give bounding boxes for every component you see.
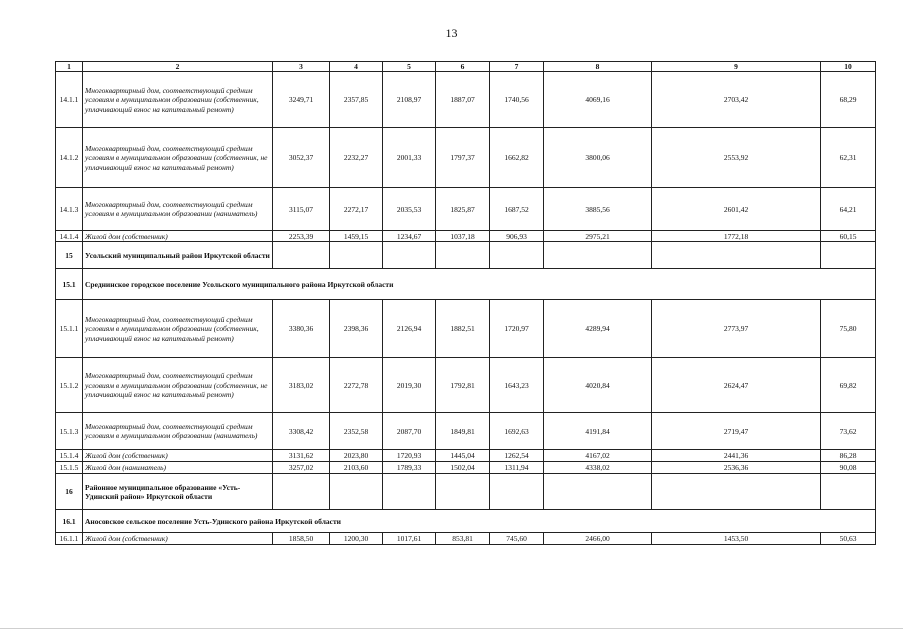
row-description: Многоквартирный дом, соответствующий средним условиям в муниципальном образовании (собственник, уплачивающий взнос на капитальный ремонт) bbox=[83, 72, 273, 128]
value-cell: 2441,36 bbox=[652, 450, 821, 462]
row-code: 14.1.2 bbox=[56, 128, 83, 188]
value-cell: 60,15 bbox=[821, 231, 876, 242]
value-cell: 4289,94 bbox=[544, 300, 652, 358]
row-code: 15.1.4 bbox=[56, 450, 83, 462]
value-cell: 2703,42 bbox=[652, 72, 821, 128]
column-header: 3 bbox=[273, 62, 330, 72]
row-description: Среднинское городское поселение Усольского муниципального района Иркутской области bbox=[83, 269, 876, 300]
value-cell: 2719,47 bbox=[652, 413, 821, 450]
value-cell: 64,21 bbox=[821, 188, 876, 231]
value-cell: 2398,36 bbox=[330, 300, 383, 358]
value-cell: 1797,37 bbox=[436, 128, 490, 188]
value-cell: 1200,30 bbox=[330, 533, 383, 545]
table-row bbox=[56, 413, 876, 450]
table-row bbox=[56, 358, 876, 413]
value-cell: 3257,02 bbox=[273, 462, 330, 474]
empty-cell bbox=[652, 242, 821, 269]
row-description: Жилой дом (собственник) bbox=[83, 533, 273, 545]
value-cell: 2466,00 bbox=[544, 533, 652, 545]
row-code: 16.1 bbox=[56, 510, 83, 533]
empty-cell bbox=[330, 242, 383, 269]
empty-cell bbox=[652, 474, 821, 510]
empty-cell bbox=[821, 474, 876, 510]
empty-cell bbox=[273, 242, 330, 269]
column-header: 8 bbox=[544, 62, 652, 72]
value-cell: 2232,27 bbox=[330, 128, 383, 188]
value-cell: 90,08 bbox=[821, 462, 876, 474]
row-code: 14.1.4 bbox=[56, 231, 83, 242]
value-cell: 1887,07 bbox=[436, 72, 490, 128]
value-cell: 86,28 bbox=[821, 450, 876, 462]
value-cell: 73,62 bbox=[821, 413, 876, 450]
value-cell: 1882,51 bbox=[436, 300, 490, 358]
row-code: 15 bbox=[56, 242, 83, 269]
row-code: 15.1.3 bbox=[56, 413, 83, 450]
tariff-table-sheet bbox=[55, 61, 857, 545]
empty-cell bbox=[383, 474, 436, 510]
table-row bbox=[56, 533, 876, 545]
value-cell: 2553,92 bbox=[652, 128, 821, 188]
row-code: 14.1.1 bbox=[56, 72, 83, 128]
empty-cell bbox=[490, 242, 544, 269]
value-cell: 3183,02 bbox=[273, 358, 330, 413]
table-row bbox=[56, 300, 876, 358]
value-cell: 4191,84 bbox=[544, 413, 652, 450]
row-description: Многоквартирный дом, соответствующий средним условиям в муниципальном образовании (собственник, уплачивающий взнос на капитальный ремонт) bbox=[83, 300, 273, 358]
value-cell: 906,93 bbox=[490, 231, 544, 242]
value-cell: 3249,71 bbox=[273, 72, 330, 128]
column-header: 10 bbox=[821, 62, 876, 72]
value-cell: 2773,97 bbox=[652, 300, 821, 358]
value-cell: 1692,63 bbox=[490, 413, 544, 450]
value-cell: 3308,42 bbox=[273, 413, 330, 450]
section-row bbox=[56, 510, 876, 533]
row-code: 15.1 bbox=[56, 269, 83, 300]
value-cell: 2019,30 bbox=[383, 358, 436, 413]
value-cell: 1502,04 bbox=[436, 462, 490, 474]
value-cell: 2103,60 bbox=[330, 462, 383, 474]
value-cell: 1643,23 bbox=[490, 358, 544, 413]
value-cell: 1311,94 bbox=[490, 462, 544, 474]
value-cell: 1825,87 bbox=[436, 188, 490, 231]
value-cell: 3380,36 bbox=[273, 300, 330, 358]
value-cell: 1017,61 bbox=[383, 533, 436, 545]
value-cell: 3800,06 bbox=[544, 128, 652, 188]
value-cell: 3052,37 bbox=[273, 128, 330, 188]
row-description: Усольский муниципальный район Иркутской области bbox=[83, 242, 273, 269]
empty-cell bbox=[436, 242, 490, 269]
row-description: Районное муниципальное образование «Усть-Удинский район» Иркутской области bbox=[83, 474, 273, 510]
row-code: 15.1.1 bbox=[56, 300, 83, 358]
column-header: 1 bbox=[56, 62, 83, 72]
value-cell: 1772,18 bbox=[652, 231, 821, 242]
row-code: 15.1.2 bbox=[56, 358, 83, 413]
value-cell: 2601,42 bbox=[652, 188, 821, 231]
value-cell: 3131,62 bbox=[273, 450, 330, 462]
table-row bbox=[56, 188, 876, 231]
value-cell: 1234,67 bbox=[383, 231, 436, 242]
row-code: 16 bbox=[56, 474, 83, 510]
value-cell: 69,82 bbox=[821, 358, 876, 413]
column-header: 6 bbox=[436, 62, 490, 72]
value-cell: 2087,70 bbox=[383, 413, 436, 450]
value-cell: 1687,52 bbox=[490, 188, 544, 231]
empty-cell bbox=[383, 242, 436, 269]
row-description: Жилой дом (собственник) bbox=[83, 231, 273, 242]
value-cell: 853,81 bbox=[436, 533, 490, 545]
value-cell: 1459,15 bbox=[330, 231, 383, 242]
value-cell: 68,29 bbox=[821, 72, 876, 128]
table-row bbox=[56, 462, 876, 474]
table-row bbox=[56, 231, 876, 242]
empty-cell bbox=[436, 474, 490, 510]
tariff-table bbox=[55, 61, 876, 545]
value-cell: 2035,53 bbox=[383, 188, 436, 231]
value-cell: 3115,07 bbox=[273, 188, 330, 231]
value-cell: 2352,58 bbox=[330, 413, 383, 450]
row-code: 14.1.3 bbox=[56, 188, 83, 231]
value-cell: 50,63 bbox=[821, 533, 876, 545]
empty-cell bbox=[544, 474, 652, 510]
column-header: 7 bbox=[490, 62, 544, 72]
column-header: 4 bbox=[330, 62, 383, 72]
value-cell: 2357,85 bbox=[330, 72, 383, 128]
scan-edge-line bbox=[0, 628, 903, 629]
value-cell: 1792,81 bbox=[436, 358, 490, 413]
row-description: Многоквартирный дом, соответствующий средним условиям в муниципальном образовании (наниматель) bbox=[83, 188, 273, 231]
table-body bbox=[56, 72, 876, 545]
value-cell: 2975,21 bbox=[544, 231, 652, 242]
value-cell: 1037,18 bbox=[436, 231, 490, 242]
value-cell: 745,60 bbox=[490, 533, 544, 545]
column-header: 9 bbox=[652, 62, 821, 72]
value-cell: 1445,04 bbox=[436, 450, 490, 462]
row-description: Аносовское сельское поселение Усть-Удинского района Иркутской области bbox=[83, 510, 876, 533]
value-cell: 2023,80 bbox=[330, 450, 383, 462]
value-cell: 2001,33 bbox=[383, 128, 436, 188]
value-cell: 4167,02 bbox=[544, 450, 652, 462]
value-cell: 2624,47 bbox=[652, 358, 821, 413]
value-cell: 62,31 bbox=[821, 128, 876, 188]
empty-cell bbox=[330, 474, 383, 510]
column-number-row bbox=[56, 62, 876, 72]
value-cell: 1453,50 bbox=[652, 533, 821, 545]
value-cell: 2253,39 bbox=[273, 231, 330, 242]
value-cell: 1720,93 bbox=[383, 450, 436, 462]
column-header: 5 bbox=[383, 62, 436, 72]
value-cell: 1740,56 bbox=[490, 72, 544, 128]
table-row bbox=[56, 128, 876, 188]
row-description: Жилой дом (собственник) bbox=[83, 450, 273, 462]
value-cell: 4338,02 bbox=[544, 462, 652, 474]
value-cell: 1662,82 bbox=[490, 128, 544, 188]
section-row bbox=[56, 474, 876, 510]
row-code: 16.1.1 bbox=[56, 533, 83, 545]
value-cell: 3885,56 bbox=[544, 188, 652, 231]
value-cell: 4020,84 bbox=[544, 358, 652, 413]
section-row bbox=[56, 242, 876, 269]
row-description: Жилой дом (наниматель) bbox=[83, 462, 273, 474]
value-cell: 1789,33 bbox=[383, 462, 436, 474]
empty-cell bbox=[821, 242, 876, 269]
section-row bbox=[56, 269, 876, 300]
empty-cell bbox=[273, 474, 330, 510]
value-cell: 4069,16 bbox=[544, 72, 652, 128]
row-description: Многоквартирный дом, соответствующий средним условиям в муниципальном образовании (собственник, не уплачивающий взнос на капитальный ремонт) bbox=[83, 128, 273, 188]
value-cell: 2536,36 bbox=[652, 462, 821, 474]
empty-cell bbox=[490, 474, 544, 510]
row-code: 15.1.5 bbox=[56, 462, 83, 474]
value-cell: 2272,17 bbox=[330, 188, 383, 231]
value-cell: 1720,97 bbox=[490, 300, 544, 358]
empty-cell bbox=[544, 242, 652, 269]
row-description: Многоквартирный дом, соответствующий средним условиям в муниципальном образовании (собственник, не уплачивающий взнос на капитальный ремонт) bbox=[83, 358, 273, 413]
column-header: 2 bbox=[83, 62, 273, 72]
value-cell: 1262,54 bbox=[490, 450, 544, 462]
page-number: 13 bbox=[445, 26, 458, 40]
value-cell: 1849,81 bbox=[436, 413, 490, 450]
value-cell: 2126,94 bbox=[383, 300, 436, 358]
table-row bbox=[56, 72, 876, 128]
table-row bbox=[56, 450, 876, 462]
value-cell: 2272,78 bbox=[330, 358, 383, 413]
value-cell: 2108,97 bbox=[383, 72, 436, 128]
value-cell: 1858,50 bbox=[273, 533, 330, 545]
row-description: Многоквартирный дом, соответствующий средним условиям в муниципальном образовании (наниматель) bbox=[83, 413, 273, 450]
value-cell: 75,80 bbox=[821, 300, 876, 358]
